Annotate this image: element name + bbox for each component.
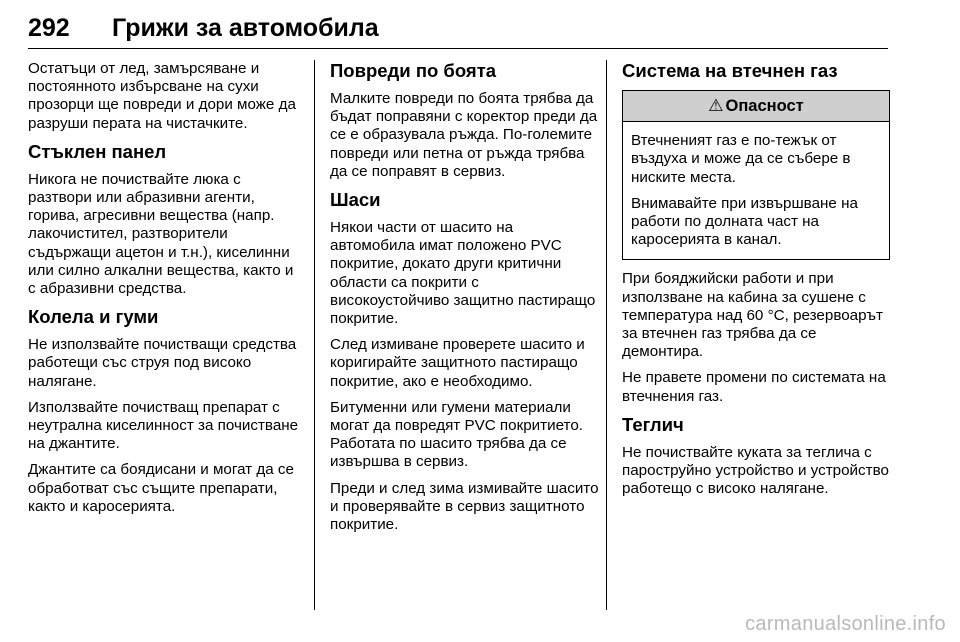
heading-glass-panel: Стъклен панел — [28, 140, 167, 162]
column-middle — [330, 60, 600, 542]
paragraph-chassis-4: Преди и след зима измивайте шасито и проверявайте в сервиз защитното покритие. — [330, 479, 599, 534]
warning-paragraph-1: Втечненият газ е по-тежък от въздуха и може да се събере в ниските места. — [631, 132, 851, 186]
paragraph-lpg-2: Не правете промени по системата на втечнения газ. — [622, 369, 886, 405]
page-title: Грижи за автомобила — [112, 14, 379, 42]
heading-tow-hitch: Теглич — [622, 413, 684, 435]
paragraph-wiper-intro: Остатъци от лед, замърсяване и постоянното избърсване на сухи прозорци ще повреди и дори може да разруши перата на чистачките. — [28, 60, 296, 132]
paragraph-paint-damage: Малките повреди по боята трябва да бъдат поправяни с коректор преди да се е образувала ръжда. По-големите повреди или петна от ръжда трябва да се поправят в сервиз. — [330, 90, 598, 180]
warning-header — [623, 91, 889, 122]
warning-label: Опасност — [725, 97, 804, 115]
paragraph-wheels-2: Използвайте почистващ препарат с неутрална киселинност за почистване на джантите. — [28, 398, 299, 453]
paragraph-glass-panel: Никога не почиствайте люка с разтвори или абразивни агенти, горива, агресивни вещества (напр. лакочистител, разтворители съдържащи ацетон и т.н.), киселинни или силно алкални вещества, както и с абразивни средства. — [28, 170, 294, 298]
column-right — [622, 60, 890, 506]
paragraph-wheels-1: Не използвайте почистващи средства работещи със струя под високо налягане. — [28, 336, 297, 390]
paragraph-chassis-1: Някои части от шасито на автомобила имат положено PVC покритие, докато други критични области са покрити с високоустойчиво защитно пастиращо покритие. — [330, 219, 596, 328]
warning-triangle-icon: ⚠ — [708, 96, 724, 115]
danger-warning-box — [622, 90, 890, 260]
paragraph-lpg-1: При бояджийски работи и при използване на кабина за сушене с температура над 60 °C, резервоарът за втечнен газ трябва да се демонтира. — [622, 270, 884, 361]
column-left — [28, 60, 300, 524]
warning-paragraph-2: Внимавайте при извършване на работи по долната част на каросерията в канал. — [631, 194, 858, 249]
heading-paint-damage: Повреди по боята — [330, 60, 497, 81]
heading-wheels-tyres: Колела и гуми — [28, 306, 159, 328]
paragraph-wheels-3: Джантите са боядисани и могат да се обработват със същите препарати, както и каросерията. — [28, 461, 294, 515]
column-divider-2 — [606, 60, 607, 610]
page-number: 292 — [28, 14, 70, 42]
column-divider-1 — [314, 60, 315, 610]
warning-body — [623, 122, 889, 259]
heading-chassis: Шаси — [330, 189, 381, 211]
paragraph-tow-hitch: Не почиствайте куката за теглича с пароструйно устройство и устройство работещо с високо налягане. — [622, 443, 889, 498]
watermark: carmanualsonline.info — [745, 613, 946, 635]
heading-lpg-system: Система на втечнен газ — [622, 60, 838, 81]
paragraph-chassis-3: Битуменни или гумени материали могат да повредят PVC покритието. Работата по шасито трябва да се извършва в сервиз. — [330, 398, 583, 471]
paragraph-chassis-2: След измиване проверете шасито и коригирайте защитното пастиращо покритие, ако е необходимо. — [330, 336, 585, 390]
header-divider — [28, 48, 888, 49]
